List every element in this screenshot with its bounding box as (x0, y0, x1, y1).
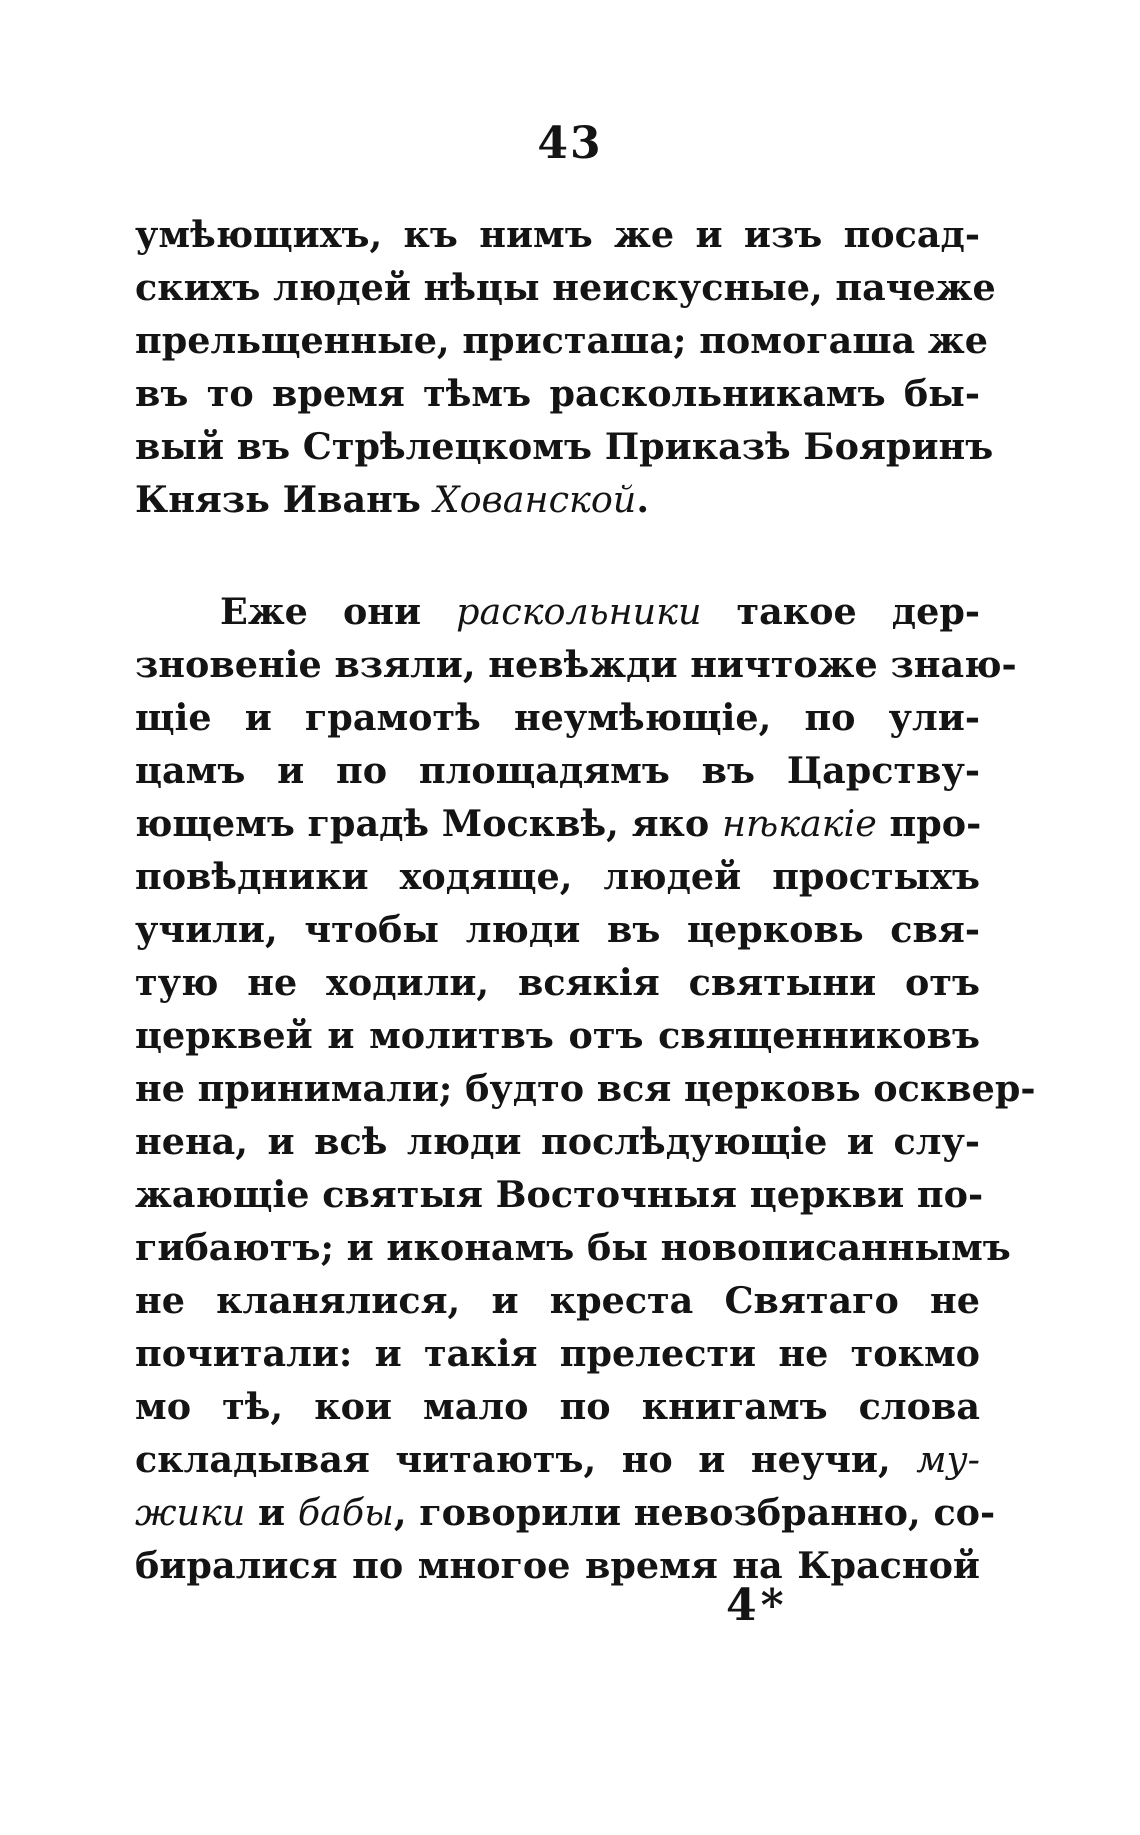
text-line: церквей и молитвъ отъ священниковъ (135, 1014, 980, 1057)
page-number: 43 (537, 118, 603, 169)
text-line: скихъ людей нѣцы неискусные, пачеже (135, 266, 996, 309)
text-line: повѣдники ходяще, людей простыхъ (135, 855, 980, 898)
text-line: умѣющихъ, къ нимъ же и изъ посад- (135, 213, 980, 256)
text-line: щіе и грамотѣ неумѣющіе, по ули- (135, 696, 980, 739)
text-line: мо тѣ, кои мало по книгамъ слова (135, 1385, 980, 1428)
text-line: биралися по многое время на Красной (135, 1544, 980, 1587)
text-line: цамъ и по площадямъ въ Царству- (135, 749, 980, 792)
text-fragment: Еже они (220, 590, 457, 633)
text-line: прельщенные, присташа; помогаша же (135, 319, 988, 362)
text-line: почитали: и такія прелести не токмо (135, 1332, 980, 1375)
text-line (135, 1433, 980, 1486)
text-line: нена, и всѣ люди послѣдующіе и слу- (135, 1120, 980, 1163)
italic-term: нѣкакіе (721, 802, 877, 845)
text-line: зновеніе взяли, невѣжди ничтоже знаю- (135, 643, 1017, 686)
italic-term: бабы (297, 1491, 394, 1534)
text-line: жающіе святыя Восточныя церкви по- (135, 1173, 984, 1216)
text-line: въ то время тѣмъ раскольникамъ бы- (135, 372, 980, 415)
italic-term: раскольники (456, 590, 702, 633)
text-line: вый въ Стрѣлецкомъ Приказѣ Бояринъ (135, 425, 994, 468)
signature-mark: 4* (726, 1580, 788, 1631)
text-fragment: , говорили невозбранно, со- (393, 1491, 996, 1534)
text-line: тую не ходили, всякія святыни отъ (135, 961, 980, 1004)
italic-term: жики (135, 1491, 246, 1534)
text-fragment: Князь Иванъ (135, 478, 434, 521)
text-line (135, 1486, 996, 1539)
text-line: учили, чтобы люди въ церковь свя- (135, 908, 980, 951)
text-line: гибаютъ; и иконамъ бы новописаннымъ (135, 1226, 1011, 1269)
text-fragment: . (636, 478, 650, 521)
text-fragment: складывая читаютъ, но и неучи, (135, 1438, 917, 1481)
text-fragment: ющемъ градѣ Москвѣ, яко (135, 802, 722, 845)
text-line: не кланялися, и креста Святаго не (135, 1279, 980, 1322)
italic-name: Хованской (433, 478, 637, 521)
text-line (135, 585, 980, 638)
text-fragment: про- (876, 802, 982, 845)
text-line (135, 473, 980, 526)
paragraph-main (135, 585, 1036, 1592)
text-line: не принимали; будто вся церковь осквер- (135, 1067, 1036, 1110)
text-fragment: такое дер- (701, 590, 980, 633)
text-line (135, 797, 980, 850)
italic-term: му- (916, 1438, 980, 1481)
text-fragment: и (245, 1491, 298, 1534)
paragraph-continuation (135, 208, 996, 526)
